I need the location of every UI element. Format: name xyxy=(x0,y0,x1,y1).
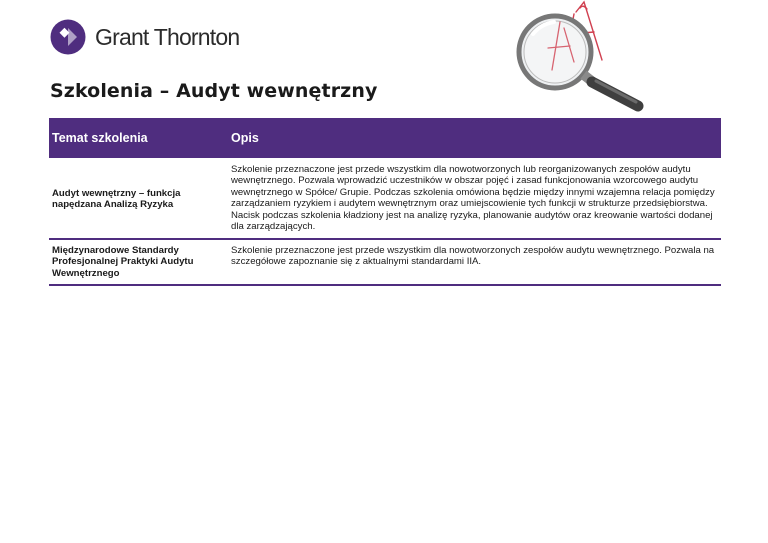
row-description: Szkolenie przeznaczone jest przede wszystkim dla nowotworzonych lub reorganizowanych zespołów audytu wewnętrznego. Pozwala wprowadzić uczestników w obszar pojęć i zasad funkcjonowania wzorcowego audytu wewnętrznego w Spółce/ Grupie. Podczas szkolenia omówiona będzie między innymi wzajemna relacja pomiędzy zarządzaniem ryzykiem i audytem wewnętrznym oraz umiejscowienie tych funkcji w strukturze przedsiębiorstwa. Nacisk podczas szkolenia kładziony jest na analizę ryzyka, planowanie audytów oraz kreowanie wartości dodanej dla zarządzających. xyxy=(231,164,715,233)
table-row xyxy=(49,158,721,240)
brand-name: Grant Thornton xyxy=(95,23,240,50)
table-header-row xyxy=(49,118,721,158)
header-description: Opis xyxy=(231,131,259,145)
row-topic xyxy=(49,240,231,284)
table-row xyxy=(49,240,721,286)
row-topic-text: Międzynarodowe Standardy Profesjonalnej Praktyki Audytu Wewnętrznego xyxy=(52,245,194,279)
magnifying-glass-icon xyxy=(508,0,663,112)
training-table xyxy=(49,118,721,286)
page-title: Szkolenia – Audyt wewnętrzny xyxy=(50,80,378,102)
row-description: Szkolenie przeznaczone jest przede wszystkim dla nowotworzonych zespołów audytu wewnętrznego. Pozwala na szczegółowe zapoznanie się z aktualnymi standardami IIA. xyxy=(231,245,715,268)
header-topic: Temat szkolenia xyxy=(52,131,148,145)
row-topic-text: Audyt wewnętrzny – funkcja napędzana Analizą Ryzyka xyxy=(52,187,181,210)
grant-thornton-logo-icon xyxy=(50,19,86,55)
row-topic xyxy=(49,158,231,238)
brand-logo xyxy=(50,18,239,56)
